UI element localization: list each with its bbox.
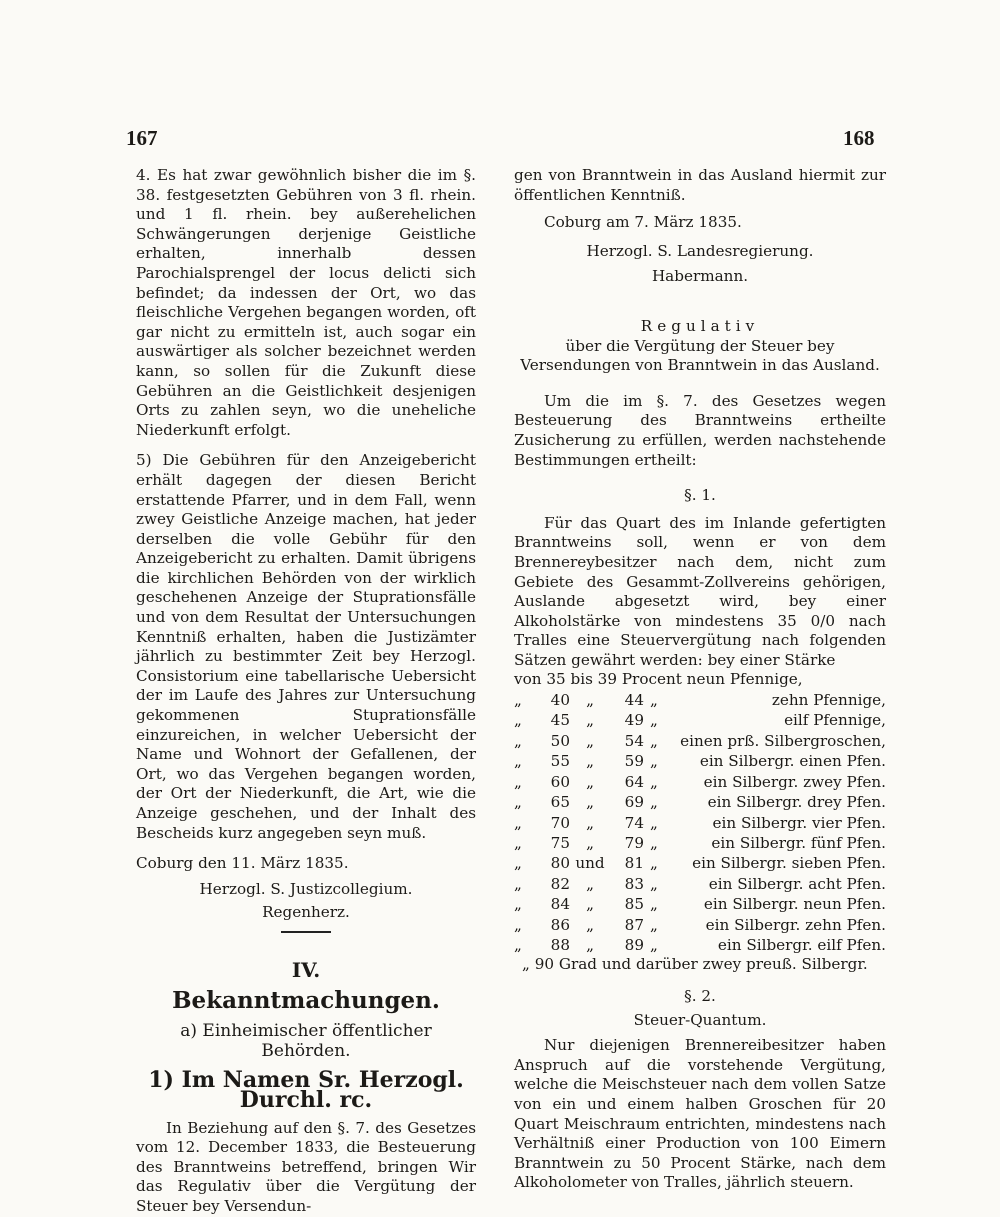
rate-cell-rate: ein Silbergr. sieben Pfen. — [692, 854, 886, 873]
rate-row — [514, 731, 886, 751]
rate-row — [514, 772, 886, 792]
rate-cell-q2: „ — [650, 854, 658, 873]
rate-cell-hi: 69 — [624, 793, 644, 812]
rate-cell-lo: 45 — [550, 711, 570, 730]
rate-cell-q: „ — [514, 691, 522, 710]
rate-cell-q2: „ — [650, 833, 658, 852]
rate-cell-hi: 74 — [624, 813, 644, 832]
page-number-right: 168 — [843, 126, 875, 150]
rate-row — [514, 853, 886, 873]
announcement-intro: In Beziehung auf den §. 7. des Gesetzes vom 12. December 1833, die Besteuerung des Branntweins betreffend, bringen Wir das Regulativ über die Vergütung der Steuer bey Versendun- — [136, 1118, 476, 1215]
rate-row — [514, 894, 886, 914]
rate-row — [514, 690, 886, 710]
section-1-heading: §. 1. — [684, 486, 716, 505]
rate-cell-q2: „ — [650, 915, 658, 934]
right-column — [514, 166, 886, 1193]
rate-cell-rate: eilf Pfennige, — [784, 711, 886, 730]
rate-cell-q: „ — [514, 895, 522, 914]
rate-cell-q: „ — [514, 874, 522, 893]
rate-row — [514, 710, 886, 730]
rate-cell-hi: 89 — [624, 935, 644, 954]
rate-cell-rate: ein Silbergr. eilf Pfen. — [717, 935, 886, 954]
subsection-1-heading: 1) Im Namen Sr. Herzogl. Durchl. rc. — [148, 1067, 464, 1113]
rate-cell-q2: „ — [650, 711, 658, 730]
rate-cell-q2: „ — [650, 772, 658, 791]
rate-cell-rate: einen prß. Silbergroschen, — [680, 731, 886, 750]
rate-cell-sep: „ — [586, 711, 594, 730]
rate-cell-q2: „ — [650, 813, 658, 832]
rate-cell-rate: ein Silbergr. drey Pfen. — [707, 793, 886, 812]
rate-cell-q2: „ — [650, 895, 658, 914]
section-divider — [281, 931, 331, 933]
rate-cell-lo: 50 — [550, 731, 570, 750]
rate-cell-q2: „ — [650, 793, 658, 812]
subsection-a-heading: a) Einheimischer öffentlicher Behörden. — [180, 1021, 432, 1061]
rate-cell-q: „ — [514, 752, 522, 771]
rate-cell-rate: ein Silbergr. fünf Pfen. — [711, 833, 886, 852]
rate-cell-hi: 83 — [624, 874, 644, 893]
rate-cell-lo: 88 — [550, 935, 570, 954]
rate-cell-lo: 75 — [550, 833, 570, 852]
rate-cell-rate: ein Silbergr. vier Pfen. — [712, 813, 886, 832]
rate-cell-rate: ein Silbergr. neun Pfen. — [703, 895, 886, 914]
regulativ-subtitle: über die Vergütung der Steuer bey Versendungen von Branntwein in das Ausland. — [520, 336, 880, 375]
rate-cell-q: „ — [514, 833, 522, 852]
section-2-heading: §. 2. — [684, 986, 716, 1005]
right-signer: Habermann. — [651, 267, 749, 286]
rate-cell-q: „ — [514, 793, 522, 812]
regulativ-title: Regulativ — [640, 316, 760, 335]
rate-cell-sep: und — [575, 854, 605, 873]
left-authority: Herzogl. S. Justizcollegium. — [199, 879, 413, 898]
rate-cell-q2: „ — [650, 691, 658, 710]
rate-cell-sep: „ — [586, 895, 594, 914]
rate-cell-q: „ — [514, 915, 522, 934]
rate-cell-sep: „ — [586, 793, 594, 812]
rate-cell-rate: ein Silbergr. zehn Pfen. — [705, 915, 886, 934]
rate-cell-lo: 82 — [550, 874, 570, 893]
rate-row — [514, 751, 886, 771]
rate-cell-lo: 60 — [550, 772, 570, 791]
rate-cell-lo: 40 — [550, 691, 570, 710]
rate-cell-q2: „ — [650, 752, 658, 771]
rate-cell-lo: 86 — [550, 915, 570, 934]
rate-cell-lo: 80 — [550, 854, 570, 873]
rate-cell-q: „ — [514, 813, 522, 832]
rate-cell-sep: „ — [586, 752, 594, 771]
rate-cell-sep: „ — [586, 833, 594, 852]
rate-cell-hi: 54 — [624, 731, 644, 750]
rate-cell-q: „ — [514, 731, 522, 750]
rate-cell-sep: „ — [586, 935, 594, 954]
paragraph-5: 5) Die Gebühren für den Anzeigebericht erhält dagegen der diesen Bericht erstattende Pfarrer, und in dem Fall, wenn zwey Geistliche Anzeige machen, hat jeder derselben die volle Gebühr für den Anzeigebericht zu erhalten. Damit übrigens die kirchlichen Behörden von der wirklich geschehenen Anzeige der Stuprationsfälle und von dem Resultat der Untersuchungen Kenntniß erhalten, haben die Justizämter jährlich zu bestimmter Zeit bey Herzogl. Consistorium eine tabellarische Uebersicht der im Laufe des Jahres zur Untersuchung gekommenen Stuprationsfälle einzureichen, in welcher Uebersicht der Name und Wohnort der Gefallenen, der Ort, wo das Vergehen begangen worden, der Ort der Niederkunft, die Art, wie die Anzeige geschehen, und der Inhalt des Bescheids kurz angegeben seyn muß. — [136, 451, 476, 842]
section-1-text: Für das Quart des im Inlande gefertigten Branntweins soll, wenn er von dem Brennereybesitzer nach dem, nicht zum Gebiete des Gesammt-Zollvereins gehörigen, Auslande abgesetzt wird, bey einer Alkoholstärke von mindestens 35 0/0 nach Tralles eine Steuervergütung nach folgenden Sätzen gewährt werden: bey einer Stärke — [514, 513, 886, 669]
left-column — [136, 166, 476, 1217]
rate-cell-q2: „ — [650, 935, 658, 954]
rate-row — [514, 833, 886, 853]
rate-cell-q: „ — [514, 935, 522, 954]
rate-cell-sep: „ — [586, 772, 594, 791]
rate-row — [514, 915, 886, 935]
rate-cell-lo: 84 — [550, 895, 570, 914]
rate-cell-hi: 59 — [624, 752, 644, 771]
right-authority: Herzogl. S. Landesregierung. — [586, 241, 814, 260]
left-signer: Regenherz. — [262, 903, 350, 922]
section-2-title: Steuer-Quantum. — [633, 1010, 767, 1029]
announcement-continuation: gen von Branntwein in das Ausland hiermit zur öffentlichen Kenntniß. — [514, 166, 886, 204]
rate-cell-rate: ein Silbergr. acht Pfen. — [708, 874, 886, 893]
rate-cell-q2: „ — [650, 731, 658, 750]
rate-cell-sep: „ — [586, 915, 594, 934]
rate-row — [514, 792, 886, 812]
paragraph-4: 4. Es hat zwar gewöhnlich bisher die im §. 38. festgesetzten Gebühren von 3 fl. rhein. und 1 fl. rhein. bey außerehelichen Schwängerungen derjenige Geistliche erhalten, innerhalb dessen Parochialsprengel der locus delicti sich befindet; da indessen der Ort, wo das fleischliche Vergehen begangen worden, oft gar nicht zu ermitteln ist, auch sogar ein auswärtiger als solcher bezeichnet werden kann, so sollen für die Zukunft diese Gebühren an die Geistlichkeit desjenigen Orts zu zahlen seyn, wo die uneheliche Niederkunft erfolgt. — [136, 166, 476, 439]
rate-cell-hi: 49 — [624, 711, 644, 730]
rate-cell-sep: „ — [586, 731, 594, 750]
rate-first-row: von 35 bis 39 Procent neun Pfennige, — [514, 670, 803, 689]
rate-cell-hi: 81 — [624, 854, 644, 873]
right-date-line: Coburg am 7. März 1835. — [544, 213, 742, 232]
regulativ-intro: Um die im §. 7. des Gesetzes wegen Besteuerung des Branntweins ertheilte Zusicherung zu erfüllen, werden nachstehende Bestimmungen ertheilt: — [514, 391, 886, 469]
left-date-line: Coburg den 11. März 1835. — [136, 854, 349, 873]
rate-cell-lo: 65 — [550, 793, 570, 812]
rate-cell-hi: 87 — [624, 915, 644, 934]
rate-row — [514, 874, 886, 894]
rate-cell-rate: ein Silbergr. zwey Pfen. — [703, 772, 886, 791]
rate-cell-lo: 70 — [550, 813, 570, 832]
rate-cell-sep: „ — [586, 691, 594, 710]
rate-row — [514, 813, 886, 833]
section-title: Bekanntmachungen. — [172, 986, 440, 1014]
rate-row — [514, 935, 886, 955]
rate-cell-hi: 44 — [624, 691, 644, 710]
rate-cell-hi: 85 — [624, 895, 644, 914]
rate-cell-sep: „ — [586, 813, 594, 832]
rate-cell-rate: ein Silbergr. einen Pfen. — [699, 752, 886, 771]
rate-cell-sep: „ — [586, 874, 594, 893]
section-number: IV. — [291, 957, 321, 982]
rate-cell-q: „ — [514, 711, 522, 730]
rate-cell-q: „ — [514, 772, 522, 791]
page-number-left: 167 — [126, 126, 158, 150]
rate-cell-hi: 64 — [624, 772, 644, 791]
rate-cell-hi: 79 — [624, 833, 644, 852]
rate-cell-rate: zehn Pfennige, — [771, 691, 886, 710]
rates-table — [514, 690, 886, 955]
rate-last-row: „ 90 Grad und darüber zwey preuß. Silbergr. — [522, 955, 868, 974]
rate-cell-q2: „ — [650, 874, 658, 893]
section-2-text: Nur diejenigen Brennereibesitzer haben Anspruch auf die vorstehende Vergütung, welche die Meischsteuer nach dem vollen Satze von ein und einem halben Groschen für 20 Quart Meischraum entrichten, mindestens nach Verhältniß einer Production von 100 Eimern Branntwein zu 50 Procent Stärke, nach dem Alkoholometer von Tralles, jährlich steuern. — [514, 1036, 886, 1192]
rate-cell-q: „ — [514, 854, 522, 873]
rate-cell-lo: 55 — [550, 752, 570, 771]
